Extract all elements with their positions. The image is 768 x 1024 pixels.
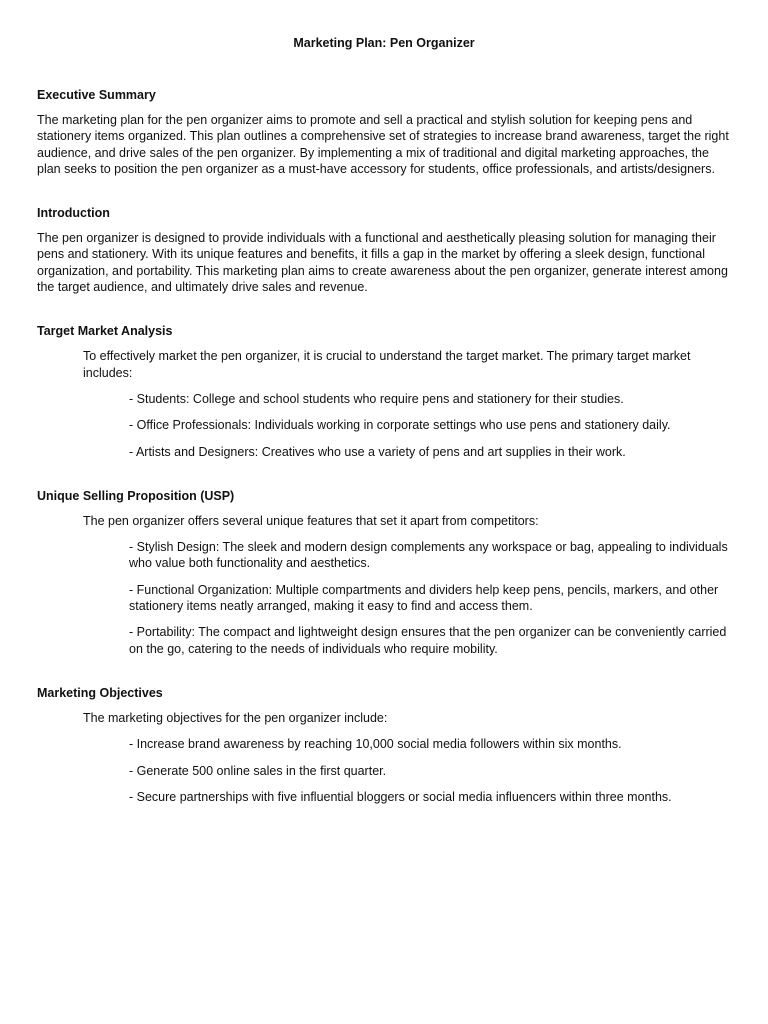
list-item: - Increase brand awareness by reaching 10,000 social media followers within six months. [129, 737, 622, 752]
section-intro: To effectively market the pen organizer, it is crucial to understand the target market. The primary target market includes: [83, 349, 691, 380]
section-paragraph: The pen organizer is designed to provide individuals with a functional and aesthetically pleasing solution for managing their pens and stationery. With its unique features and benefits, it fills a gap in the market by offering a sleek design, functional organization, and portability. This marketing plan aims to create awareness about the pen organizer, generate interest among the target audience, and ultimately drive sales and revenue. [37, 231, 728, 295]
target-market-list [37, 391, 731, 460]
list-item: - Generate 500 online sales in the first quarter. [129, 763, 387, 778]
section-intro: The marketing objectives for the pen organizer include: [83, 710, 388, 725]
section-introduction [37, 205, 731, 295]
list-item: - Office Professionals: Individuals working in corporate settings who use pens and stationery daily. [129, 418, 671, 433]
list-item: - Portability: The compact and lightweight design ensures that the pen organizer can be conveniently carried on the go, catering to the needs of individuals who require mobility. [129, 625, 727, 656]
list-item: - Students: College and school students who require pens and stationery for their studies. [129, 391, 624, 406]
section-paragraph: The marketing plan for the pen organizer aims to promote and sell a practical and stylish solution for keeping pens and stationery items organized. This plan outlines a comprehensive set of strategies to increase brand awareness, target the right audience, and drive sales of the pen organizer. By implementing a mix of traditional and digital marketing approaches, the plan seeks to position the pen organizer as a must-have accessory for students, office professionals, and artists/designers. [37, 113, 729, 176]
list-item: - Stylish Design: The sleek and modern design complements any workspace or bag, appealing to individuals who value both functionality and aesthetics. [129, 540, 728, 571]
section-marketing-objectives [37, 685, 731, 805]
usp-list [37, 539, 731, 657]
section-intro: The pen organizer offers several unique features that set it apart from competitors: [83, 513, 539, 528]
section-heading: Marketing Objectives [37, 685, 163, 700]
section-heading: Target Market Analysis [37, 324, 173, 339]
section-heading: Unique Selling Proposition (USP) [37, 488, 235, 503]
section-usp [37, 488, 731, 657]
list-item: - Artists and Designers: Creatives who use a variety of pens and art supplies in their work. [129, 444, 626, 459]
section-target-market-analysis [37, 323, 731, 459]
document-title: Marketing Plan: Pen Organizer [293, 36, 475, 50]
section-heading: Introduction [37, 206, 110, 221]
section-executive-summary [37, 87, 731, 177]
list-item: - Functional Organization: Multiple compartments and dividers help keep pens, pencils, markers, and other stationery items neatly arranged, making it easy to find and access them. [129, 582, 719, 614]
objectives-list [37, 736, 731, 805]
section-heading: Executive Summary [37, 88, 156, 102]
list-item: - Secure partnerships with five influential bloggers or social media influencers within three months. [129, 789, 672, 804]
